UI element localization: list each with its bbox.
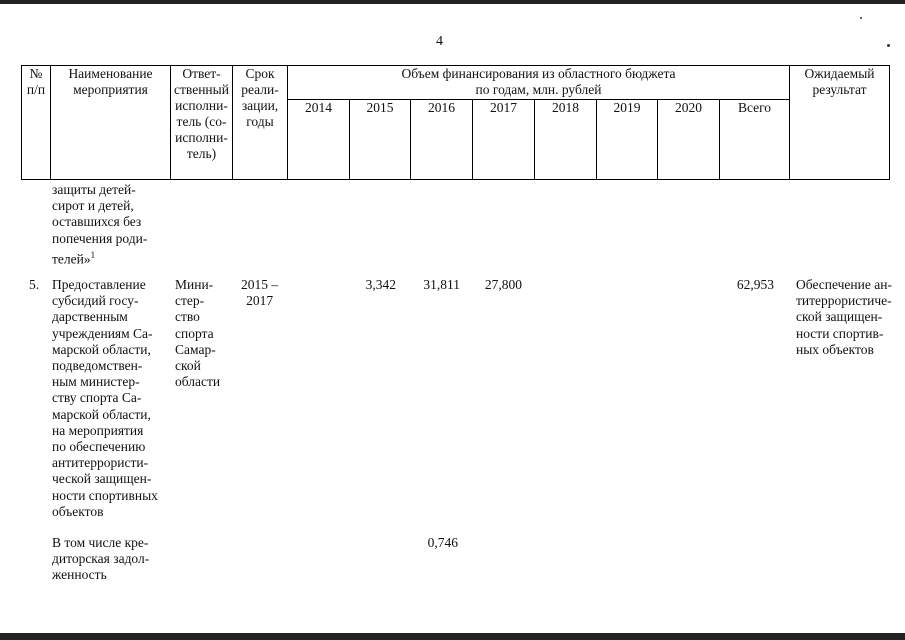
header-no: № п/п [22, 66, 51, 180]
header-responsible: Ответ- ственный исполни- тель (со- исполни- тель) [171, 66, 233, 180]
header-total: Всего [720, 100, 790, 180]
header-name: Наименование мероприятия [51, 66, 171, 180]
header-year-2019: 2019 [597, 100, 658, 180]
header-funding: Объем финансирования из областного бюджета по годам, млн. рублей [288, 66, 790, 100]
header-year-2014: 2014 [288, 100, 350, 180]
page-number: 4 [436, 34, 443, 49]
bottom-border [0, 633, 905, 640]
speck [860, 17, 862, 19]
row5-total: 62,953 [736, 277, 774, 292]
row5-term: 2015 – 2017 [241, 277, 279, 309]
row5-value-2016: 31,811 [423, 277, 460, 292]
row5-value-2017: 27,800 [484, 277, 522, 292]
speck [887, 44, 890, 47]
subrow-name: В том числе кре- диторская задол- женность [52, 535, 150, 583]
header-term: Срок реали- зации, годы [233, 66, 288, 180]
footnote-marker: 1 [90, 249, 96, 260]
header-year-2020: 2020 [658, 100, 720, 180]
header-year-2015: 2015 [350, 100, 411, 180]
row5-name: Предоставление субсидий госу- дарственным учреждениям Са- марской области, подведомствен- ным министер- ству спорта Са- марской области, на мероприятия по обеспечению антитеррористи- ческой защищен- ности спортивных объектов [52, 277, 158, 519]
header-year-2017: 2017 [473, 100, 535, 180]
table-header [21, 65, 890, 180]
row5-no: 5. [29, 277, 40, 292]
header-year-2018: 2018 [535, 100, 597, 180]
header-year-2016: 2016 [411, 100, 473, 180]
header-result: Ожидаемый результат [790, 66, 890, 180]
row5-responsible: Мини- стер- ство спорта Самар- ской области [175, 277, 221, 390]
continuation-name: защиты детей- сирот и детей, оставшихся без попечения роди- телей»$^1$ [52, 182, 148, 267]
top-border [0, 0, 905, 4]
row5-value-2015: 3,342 [365, 277, 396, 292]
row5-result: Обеспечение ан- титеррористиче- ской защищен- ности спортив- ных объектов [796, 277, 892, 357]
subrow-value-2016: 0,746 [427, 535, 458, 550]
